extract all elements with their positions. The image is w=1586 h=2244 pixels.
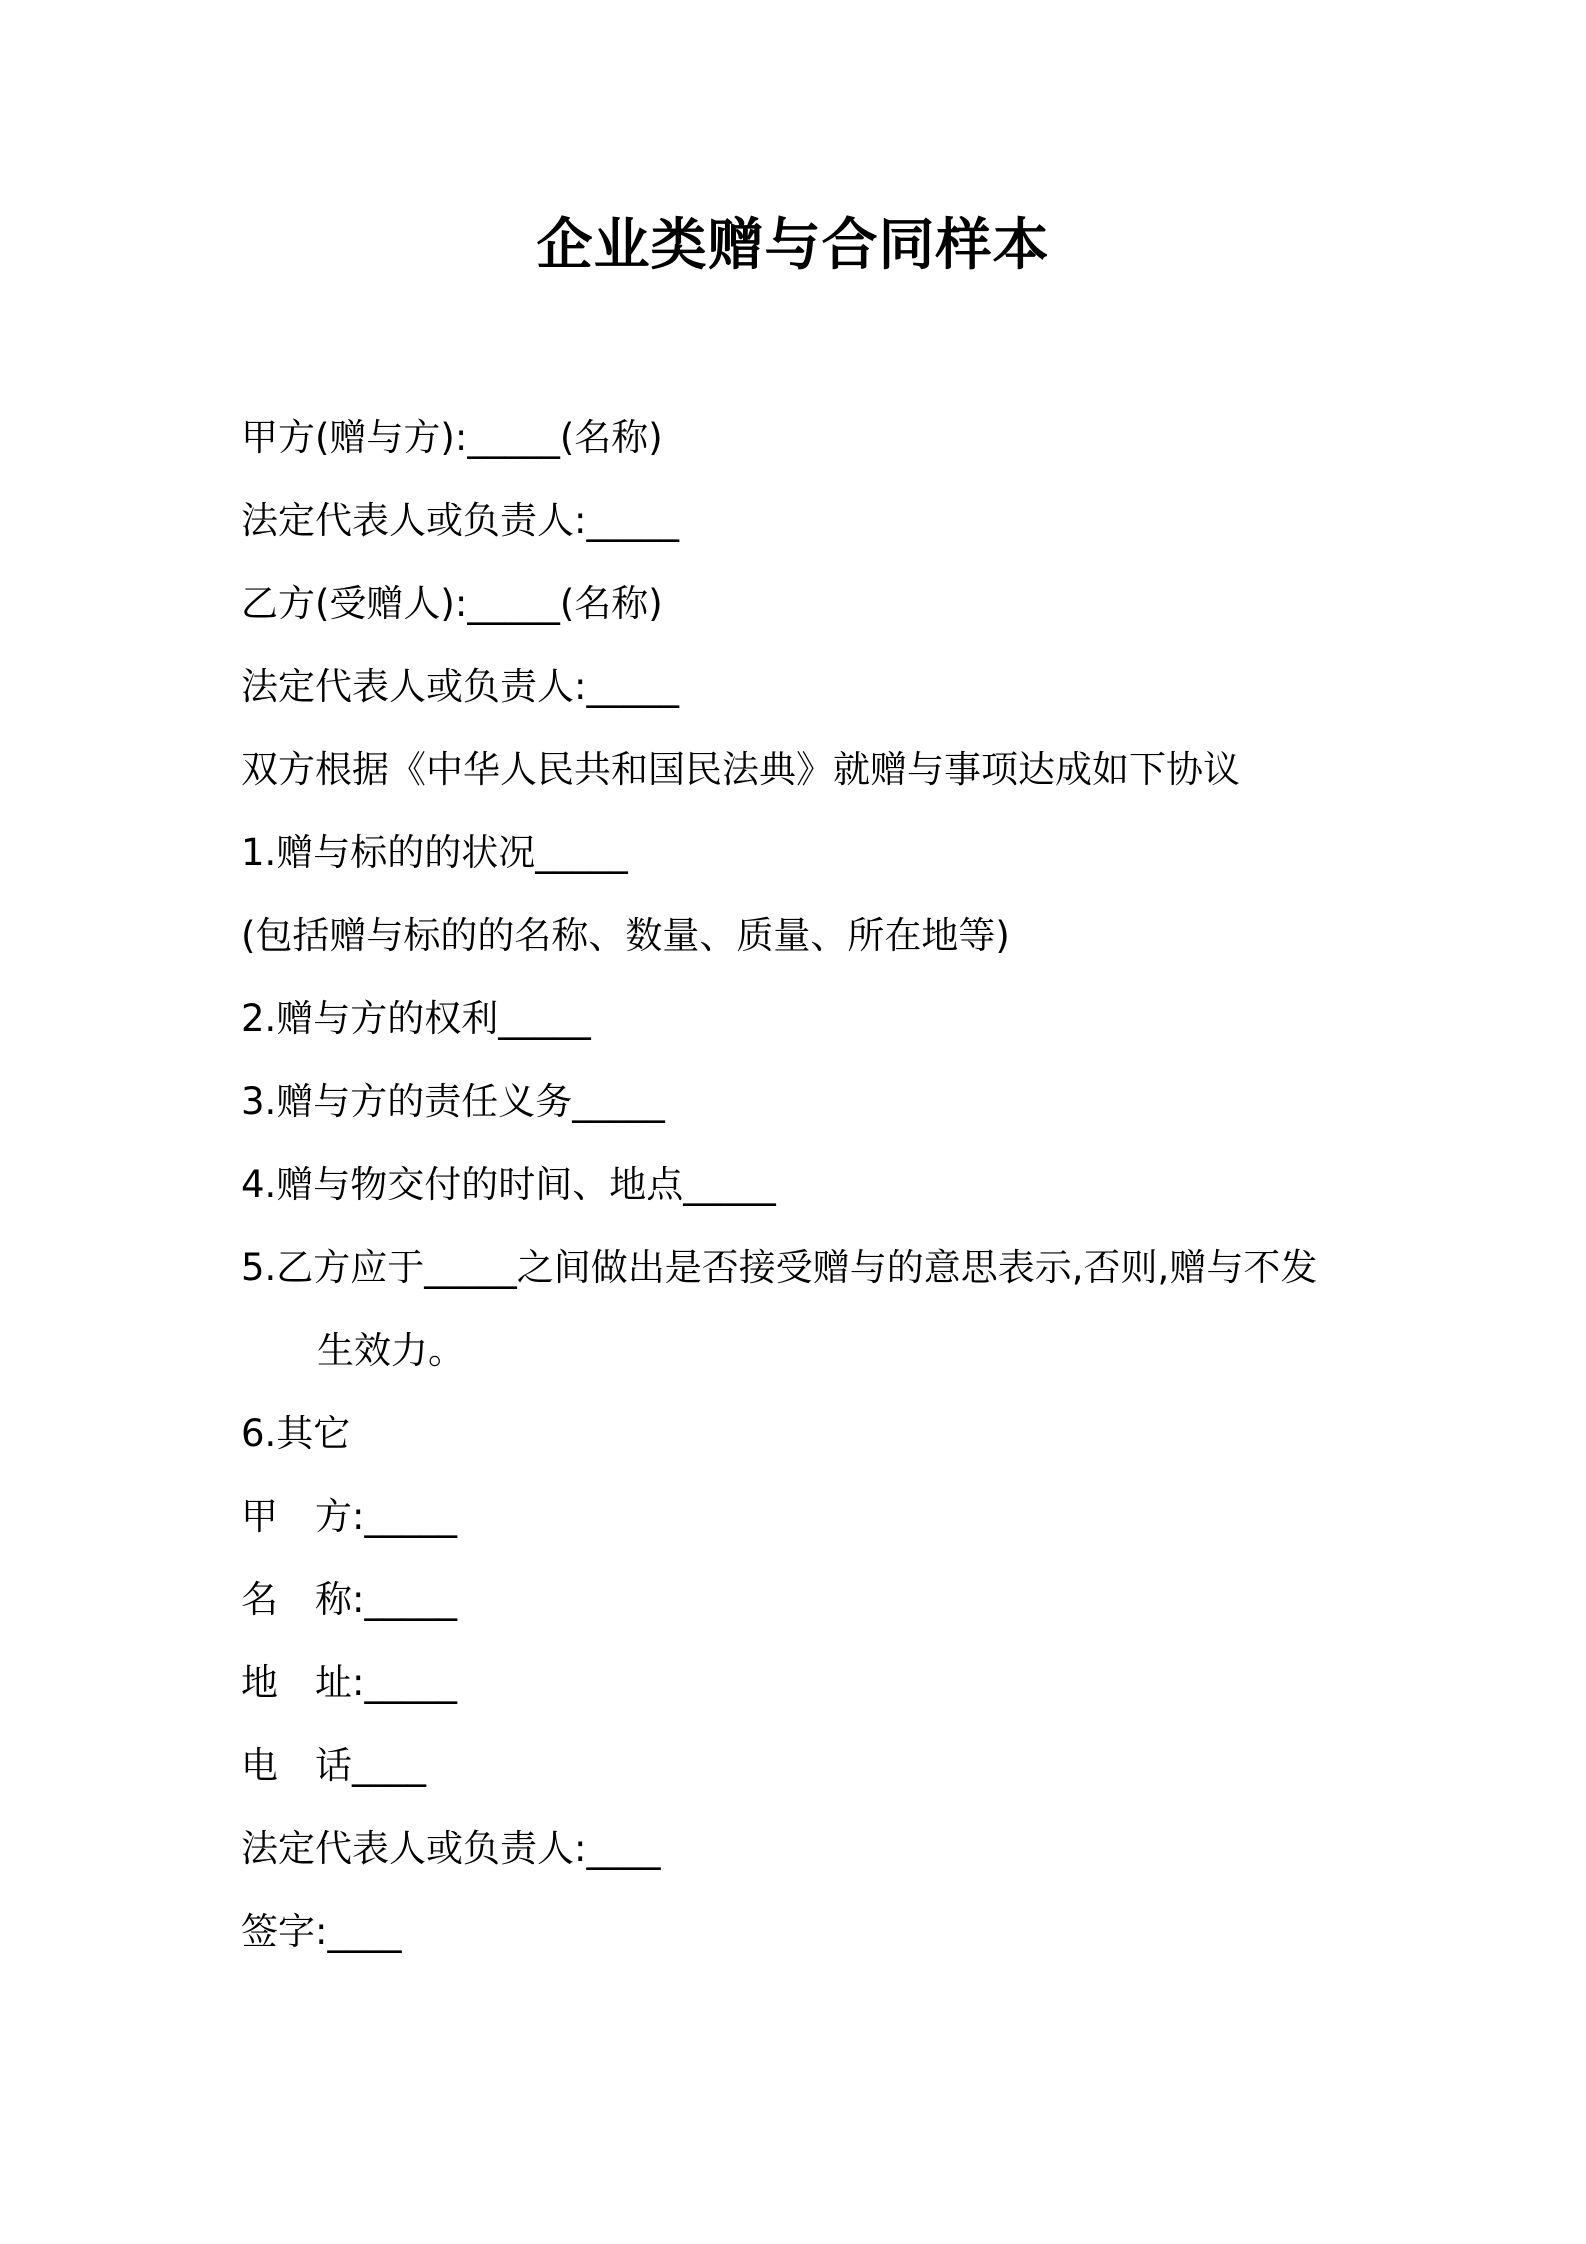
party-b-line: 乙方(受赠人):_____(名称) — [241, 582, 663, 625]
signature-party-line: 甲 方:_____ — [241, 1495, 457, 1538]
party-a-line: 甲方(赠与方):_____(名称) — [241, 416, 663, 459]
clause-1-line: 1.赠与标的的状况_____ — [241, 831, 628, 874]
clause-4-line: 4.赠与物交付的时间、地点_____ — [241, 1163, 776, 1206]
document-title: 企业类赠与合同样本 — [536, 213, 1050, 278]
party-b-representative-line: 法定代表人或负责人:_____ — [241, 665, 679, 708]
clause-5-continuation-line: 生效力。 — [317, 1329, 465, 1372]
clause-2-line: 2.赠与方的权利_____ — [241, 997, 591, 1040]
clause-6-line: 6.其它 — [241, 1412, 351, 1455]
clause-3-line: 3.赠与方的责任义务_____ — [241, 1080, 665, 1123]
signature-sign-line: 签字:____ — [241, 1910, 402, 1953]
signature-address-line: 地 址:_____ — [241, 1661, 457, 1704]
signature-representative-line: 法定代表人或负责人:____ — [241, 1827, 661, 1870]
clause-5-line: 5.乙方应于_____之间做出是否接受赠与的意思表示,否则,赠与不发 — [241, 1246, 1318, 1289]
signature-name-line: 名 称:_____ — [241, 1578, 457, 1621]
clause-1-note-line: (包括赠与标的的名称、数量、质量、所在地等) — [241, 914, 1010, 957]
signature-phone-line: 电 话____ — [241, 1744, 426, 1787]
agreement-intro-line: 双方根据《中华人民共和国民法典》就赠与事项达成如下协议 — [241, 748, 1240, 791]
party-a-representative-line: 法定代表人或负责人:_____ — [241, 499, 679, 542]
